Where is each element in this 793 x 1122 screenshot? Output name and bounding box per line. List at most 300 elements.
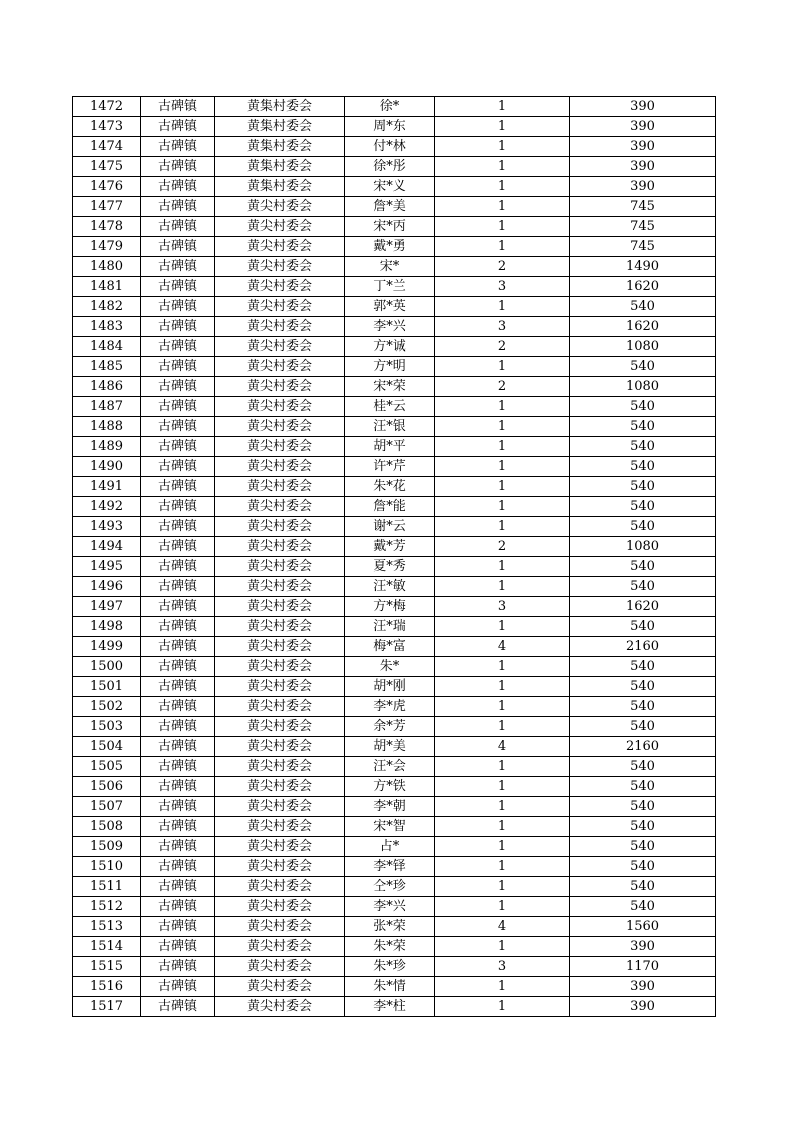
town-cell: 古碑镇: [141, 657, 215, 677]
name-cell: 张*荣: [345, 917, 435, 937]
town-cell: 古碑镇: [141, 317, 215, 337]
person-count-cell: 1: [435, 157, 570, 177]
person-count-cell: 1: [435, 977, 570, 997]
town-cell: 古碑镇: [141, 557, 215, 577]
person-count-cell: 2: [435, 337, 570, 357]
table-row: [73, 557, 716, 577]
amount-cell: 745: [570, 237, 716, 257]
amount-cell: 1560: [570, 917, 716, 937]
name-cell: 徐*: [345, 97, 435, 117]
name-cell: 谢*云: [345, 517, 435, 537]
amount-cell: 540: [570, 397, 716, 417]
table-row: [73, 837, 716, 857]
village-committee-cell: 黄尖村委会: [215, 617, 345, 637]
person-count-cell: 2: [435, 257, 570, 277]
name-cell: 汪*会: [345, 757, 435, 777]
person-count-cell: 1: [435, 117, 570, 137]
table-row: [73, 997, 716, 1017]
village-committee-cell: 黄尖村委会: [215, 337, 345, 357]
village-committee-cell: 黄尖村委会: [215, 657, 345, 677]
table-row: [73, 337, 716, 357]
person-count-cell: 3: [435, 317, 570, 337]
table-row: [73, 857, 716, 877]
village-committee-cell: 黄尖村委会: [215, 837, 345, 857]
person-count-cell: 1: [435, 397, 570, 417]
table-row: [73, 297, 716, 317]
village-committee-cell: 黄尖村委会: [215, 457, 345, 477]
town-cell: 古碑镇: [141, 857, 215, 877]
village-committee-cell: 黄尖村委会: [215, 277, 345, 297]
table-row: [73, 797, 716, 817]
town-cell: 古碑镇: [141, 297, 215, 317]
table-row: [73, 657, 716, 677]
amount-cell: 540: [570, 797, 716, 817]
amount-cell: 1080: [570, 337, 716, 357]
amount-cell: 2160: [570, 737, 716, 757]
row-number-cell: 1474: [73, 137, 141, 157]
row-number-cell: 1517: [73, 997, 141, 1017]
person-count-cell: 1: [435, 717, 570, 737]
table-row: [73, 397, 716, 417]
amount-cell: 390: [570, 97, 716, 117]
table-row: [73, 177, 716, 197]
person-count-cell: 1: [435, 577, 570, 597]
village-committee-cell: 黄尖村委会: [215, 957, 345, 977]
amount-cell: 390: [570, 937, 716, 957]
person-count-cell: 1: [435, 197, 570, 217]
row-number-cell: 1491: [73, 477, 141, 497]
person-count-cell: 1: [435, 217, 570, 237]
amount-cell: 540: [570, 617, 716, 637]
town-cell: 古碑镇: [141, 637, 215, 657]
amount-cell: 540: [570, 497, 716, 517]
amount-cell: 540: [570, 437, 716, 457]
name-cell: 李*朝: [345, 797, 435, 817]
town-cell: 古碑镇: [141, 717, 215, 737]
row-number-cell: 1492: [73, 497, 141, 517]
table-row: [73, 597, 716, 617]
town-cell: 古碑镇: [141, 697, 215, 717]
table-row: [73, 957, 716, 977]
village-committee-cell: 黄尖村委会: [215, 357, 345, 377]
town-cell: 古碑镇: [141, 257, 215, 277]
amount-cell: 540: [570, 897, 716, 917]
name-cell: 宋*智: [345, 817, 435, 837]
table-row: [73, 817, 716, 837]
table-row: [73, 317, 716, 337]
table-row: [73, 697, 716, 717]
row-number-cell: 1513: [73, 917, 141, 937]
person-count-cell: 1: [435, 997, 570, 1017]
person-count-cell: 2: [435, 537, 570, 557]
village-committee-cell: 黄尖村委会: [215, 877, 345, 897]
town-cell: 古碑镇: [141, 537, 215, 557]
village-committee-cell: 黄尖村委会: [215, 697, 345, 717]
name-cell: 仝*珍: [345, 877, 435, 897]
row-number-cell: 1481: [73, 277, 141, 297]
table-row: [73, 357, 716, 377]
row-number-cell: 1500: [73, 657, 141, 677]
row-number-cell: 1509: [73, 837, 141, 857]
row-number-cell: 1490: [73, 457, 141, 477]
village-committee-cell: 黄尖村委会: [215, 237, 345, 257]
row-number-cell: 1486: [73, 377, 141, 397]
row-number-cell: 1499: [73, 637, 141, 657]
town-cell: 古碑镇: [141, 797, 215, 817]
amount-cell: 1170: [570, 957, 716, 977]
amount-cell: 540: [570, 877, 716, 897]
village-committee-cell: 黄尖村委会: [215, 197, 345, 217]
town-cell: 古碑镇: [141, 677, 215, 697]
amount-cell: 1490: [570, 257, 716, 277]
name-cell: 付*林: [345, 137, 435, 157]
table-row: [73, 377, 716, 397]
village-committee-cell: 黄尖村委会: [215, 917, 345, 937]
town-cell: 古碑镇: [141, 97, 215, 117]
town-cell: 古碑镇: [141, 917, 215, 937]
person-count-cell: 1: [435, 417, 570, 437]
person-count-cell: 1: [435, 437, 570, 457]
village-committee-cell: 黄尖村委会: [215, 597, 345, 617]
village-committee-cell: 黄尖村委会: [215, 777, 345, 797]
table-row: [73, 157, 716, 177]
town-cell: 古碑镇: [141, 737, 215, 757]
village-committee-cell: 黄尖村委会: [215, 577, 345, 597]
amount-cell: 540: [570, 477, 716, 497]
town-cell: 古碑镇: [141, 157, 215, 177]
person-count-cell: 1: [435, 657, 570, 677]
amount-cell: 540: [570, 677, 716, 697]
row-number-cell: 1475: [73, 157, 141, 177]
amount-cell: 1080: [570, 537, 716, 557]
row-number-cell: 1501: [73, 677, 141, 697]
row-number-cell: 1484: [73, 337, 141, 357]
person-count-cell: 1: [435, 857, 570, 877]
name-cell: 夏*秀: [345, 557, 435, 577]
town-cell: 古碑镇: [141, 357, 215, 377]
village-committee-cell: 黄尖村委会: [215, 537, 345, 557]
town-cell: 古碑镇: [141, 277, 215, 297]
row-number-cell: 1496: [73, 577, 141, 597]
table-body: [73, 97, 716, 1017]
town-cell: 古碑镇: [141, 997, 215, 1017]
town-cell: 古碑镇: [141, 437, 215, 457]
village-committee-cell: 黄尖村委会: [215, 797, 345, 817]
name-cell: 李*虎: [345, 697, 435, 717]
person-count-cell: 1: [435, 457, 570, 477]
row-number-cell: 1476: [73, 177, 141, 197]
table-row: [73, 457, 716, 477]
name-cell: 周*东: [345, 117, 435, 137]
village-committee-cell: 黄尖村委会: [215, 757, 345, 777]
town-cell: 古碑镇: [141, 937, 215, 957]
row-number-cell: 1507: [73, 797, 141, 817]
person-count-cell: 1: [435, 97, 570, 117]
row-number-cell: 1478: [73, 217, 141, 237]
amount-cell: 390: [570, 157, 716, 177]
amount-cell: 540: [570, 297, 716, 317]
table-row: [73, 237, 716, 257]
person-count-cell: 2: [435, 377, 570, 397]
amount-cell: 540: [570, 697, 716, 717]
name-cell: 李*柱: [345, 997, 435, 1017]
amount-cell: 1620: [570, 277, 716, 297]
data-table: [72, 96, 716, 1017]
row-number-cell: 1515: [73, 957, 141, 977]
person-count-cell: 1: [435, 557, 570, 577]
row-number-cell: 1516: [73, 977, 141, 997]
person-count-cell: 1: [435, 897, 570, 917]
name-cell: 宋*荣: [345, 377, 435, 397]
village-committee-cell: 黄尖村委会: [215, 977, 345, 997]
town-cell: 古碑镇: [141, 417, 215, 437]
town-cell: 古碑镇: [141, 897, 215, 917]
village-committee-cell: 黄尖村委会: [215, 437, 345, 457]
person-count-cell: 1: [435, 817, 570, 837]
village-committee-cell: 黄尖村委会: [215, 477, 345, 497]
town-cell: 古碑镇: [141, 517, 215, 537]
village-committee-cell: 黄尖村委会: [215, 997, 345, 1017]
name-cell: 胡*平: [345, 437, 435, 457]
table-row: [73, 917, 716, 937]
name-cell: 朱*: [345, 657, 435, 677]
name-cell: 余*芳: [345, 717, 435, 737]
amount-cell: 540: [570, 817, 716, 837]
person-count-cell: 1: [435, 177, 570, 197]
town-cell: 古碑镇: [141, 977, 215, 997]
person-count-cell: 1: [435, 137, 570, 157]
person-count-cell: 1: [435, 937, 570, 957]
table-row: [73, 737, 716, 757]
name-cell: 方*明: [345, 357, 435, 377]
row-number-cell: 1479: [73, 237, 141, 257]
village-committee-cell: 黄尖村委会: [215, 297, 345, 317]
amount-cell: 390: [570, 977, 716, 997]
village-committee-cell: 黄尖村委会: [215, 817, 345, 837]
town-cell: 古碑镇: [141, 237, 215, 257]
name-cell: 丁*兰: [345, 277, 435, 297]
name-cell: 詹*能: [345, 497, 435, 517]
table-row: [73, 777, 716, 797]
name-cell: 郭*英: [345, 297, 435, 317]
table-row: [73, 277, 716, 297]
village-committee-cell: 黄尖村委会: [215, 517, 345, 537]
table-row: [73, 877, 716, 897]
row-number-cell: 1502: [73, 697, 141, 717]
row-number-cell: 1473: [73, 117, 141, 137]
amount-cell: 745: [570, 217, 716, 237]
amount-cell: 540: [570, 417, 716, 437]
person-count-cell: 1: [435, 497, 570, 517]
row-number-cell: 1495: [73, 557, 141, 577]
row-number-cell: 1508: [73, 817, 141, 837]
village-committee-cell: 黄尖村委会: [215, 497, 345, 517]
person-count-cell: 1: [435, 697, 570, 717]
village-committee-cell: 黄尖村委会: [215, 257, 345, 277]
village-committee-cell: 黄尖村委会: [215, 397, 345, 417]
table-row: [73, 497, 716, 517]
name-cell: 方*铁: [345, 777, 435, 797]
person-count-cell: 1: [435, 297, 570, 317]
name-cell: 汪*瑞: [345, 617, 435, 637]
town-cell: 古碑镇: [141, 777, 215, 797]
person-count-cell: 3: [435, 957, 570, 977]
town-cell: 古碑镇: [141, 877, 215, 897]
village-committee-cell: 黄尖村委会: [215, 857, 345, 877]
village-committee-cell: 黄尖村委会: [215, 897, 345, 917]
village-committee-cell: 黄尖村委会: [215, 217, 345, 237]
amount-cell: 390: [570, 997, 716, 1017]
amount-cell: 540: [570, 657, 716, 677]
row-number-cell: 1489: [73, 437, 141, 457]
name-cell: 桂*云: [345, 397, 435, 417]
village-committee-cell: 黄尖村委会: [215, 637, 345, 657]
person-count-cell: 1: [435, 677, 570, 697]
name-cell: 汪*敏: [345, 577, 435, 597]
row-number-cell: 1510: [73, 857, 141, 877]
row-number-cell: 1514: [73, 937, 141, 957]
amount-cell: 745: [570, 197, 716, 217]
person-count-cell: 1: [435, 837, 570, 857]
village-committee-cell: 黄尖村委会: [215, 717, 345, 737]
table-row: [73, 477, 716, 497]
row-number-cell: 1472: [73, 97, 141, 117]
table-row: [73, 617, 716, 637]
name-cell: 李*铎: [345, 857, 435, 877]
village-committee-cell: 黄尖村委会: [215, 417, 345, 437]
table-row: [73, 977, 716, 997]
amount-cell: 540: [570, 517, 716, 537]
name-cell: 胡*刚: [345, 677, 435, 697]
name-cell: 宋*义: [345, 177, 435, 197]
person-count-cell: 4: [435, 737, 570, 757]
table-row: [73, 437, 716, 457]
amount-cell: 2160: [570, 637, 716, 657]
row-number-cell: 1506: [73, 777, 141, 797]
name-cell: 朱*花: [345, 477, 435, 497]
name-cell: 李*兴: [345, 897, 435, 917]
table-row: [73, 757, 716, 777]
table-row: [73, 137, 716, 157]
row-number-cell: 1485: [73, 357, 141, 377]
person-count-cell: 1: [435, 357, 570, 377]
amount-cell: 540: [570, 777, 716, 797]
town-cell: 古碑镇: [141, 497, 215, 517]
table-row: [73, 537, 716, 557]
town-cell: 古碑镇: [141, 137, 215, 157]
row-number-cell: 1480: [73, 257, 141, 277]
table-row: [73, 217, 716, 237]
town-cell: 古碑镇: [141, 617, 215, 637]
name-cell: 胡*美: [345, 737, 435, 757]
row-number-cell: 1482: [73, 297, 141, 317]
village-committee-cell: 黄集村委会: [215, 117, 345, 137]
table-row: [73, 637, 716, 657]
amount-cell: 1620: [570, 317, 716, 337]
row-number-cell: 1504: [73, 737, 141, 757]
table-row: [73, 937, 716, 957]
name-cell: 宋*丙: [345, 217, 435, 237]
town-cell: 古碑镇: [141, 177, 215, 197]
town-cell: 古碑镇: [141, 197, 215, 217]
table-row: [73, 677, 716, 697]
town-cell: 古碑镇: [141, 217, 215, 237]
amount-cell: 540: [570, 757, 716, 777]
row-number-cell: 1505: [73, 757, 141, 777]
row-number-cell: 1488: [73, 417, 141, 437]
row-number-cell: 1487: [73, 397, 141, 417]
table-row: [73, 517, 716, 537]
person-count-cell: 1: [435, 777, 570, 797]
town-cell: 古碑镇: [141, 477, 215, 497]
name-cell: 占*: [345, 837, 435, 857]
table-row: [73, 117, 716, 137]
village-committee-cell: 黄尖村委会: [215, 557, 345, 577]
amount-cell: 540: [570, 557, 716, 577]
amount-cell: 1620: [570, 597, 716, 617]
name-cell: 李*兴: [345, 317, 435, 337]
town-cell: 古碑镇: [141, 457, 215, 477]
town-cell: 古碑镇: [141, 117, 215, 137]
table-row: [73, 197, 716, 217]
village-committee-cell: 黄尖村委会: [215, 937, 345, 957]
village-committee-cell: 黄尖村委会: [215, 737, 345, 757]
amount-cell: 540: [570, 357, 716, 377]
town-cell: 古碑镇: [141, 757, 215, 777]
person-count-cell: 1: [435, 477, 570, 497]
person-count-cell: 1: [435, 877, 570, 897]
row-number-cell: 1477: [73, 197, 141, 217]
village-committee-cell: 黄集村委会: [215, 137, 345, 157]
amount-cell: 540: [570, 837, 716, 857]
village-committee-cell: 黄集村委会: [215, 177, 345, 197]
row-number-cell: 1494: [73, 537, 141, 557]
name-cell: 朱*珍: [345, 957, 435, 977]
name-cell: 许*芹: [345, 457, 435, 477]
person-count-cell: 1: [435, 797, 570, 817]
name-cell: 方*诚: [345, 337, 435, 357]
name-cell: 朱*情: [345, 977, 435, 997]
amount-cell: 390: [570, 177, 716, 197]
name-cell: 朱*荣: [345, 937, 435, 957]
person-count-cell: 3: [435, 277, 570, 297]
name-cell: 汪*银: [345, 417, 435, 437]
village-committee-cell: 黄尖村委会: [215, 377, 345, 397]
name-cell: 戴*勇: [345, 237, 435, 257]
row-number-cell: 1512: [73, 897, 141, 917]
town-cell: 古碑镇: [141, 337, 215, 357]
name-cell: 梅*富: [345, 637, 435, 657]
row-number-cell: 1503: [73, 717, 141, 737]
name-cell: 方*梅: [345, 597, 435, 617]
person-count-cell: 1: [435, 237, 570, 257]
name-cell: 徐*彤: [345, 157, 435, 177]
person-count-cell: 1: [435, 617, 570, 637]
town-cell: 古碑镇: [141, 837, 215, 857]
amount-cell: 390: [570, 117, 716, 137]
row-number-cell: 1497: [73, 597, 141, 617]
amount-cell: 390: [570, 137, 716, 157]
town-cell: 古碑镇: [141, 397, 215, 417]
amount-cell: 1080: [570, 377, 716, 397]
town-cell: 古碑镇: [141, 577, 215, 597]
village-committee-cell: 黄集村委会: [215, 157, 345, 177]
table-row: [73, 97, 716, 117]
town-cell: 古碑镇: [141, 817, 215, 837]
town-cell: 古碑镇: [141, 377, 215, 397]
name-cell: 戴*芳: [345, 537, 435, 557]
row-number-cell: 1498: [73, 617, 141, 637]
